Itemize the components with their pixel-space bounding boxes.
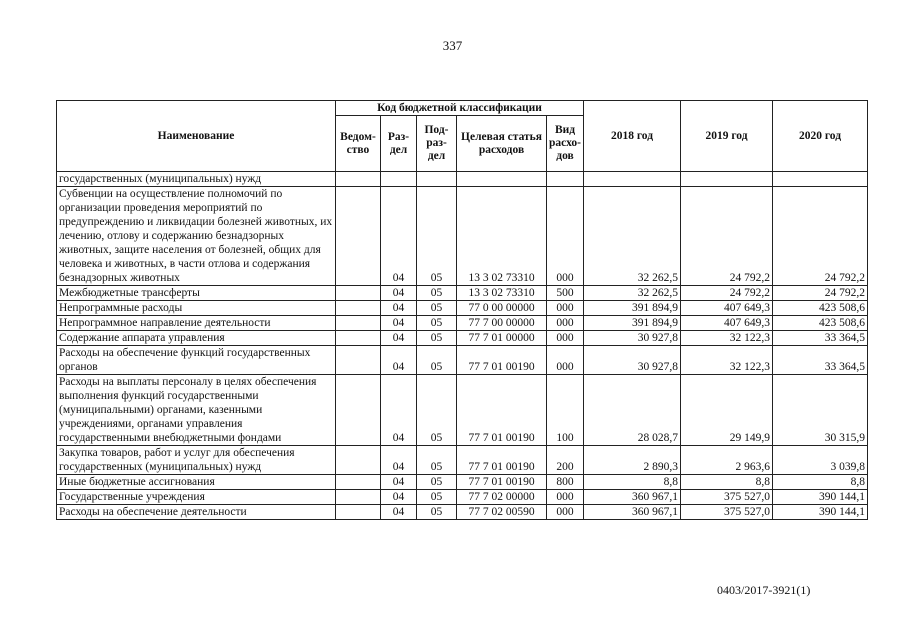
row-2018: 2 890,3 (584, 446, 681, 475)
row-podrazdel (417, 172, 457, 187)
row-2020: 24 792,2 (773, 187, 868, 286)
document-code: 0403/2017-3921(1) (717, 583, 811, 597)
row-2020: 390 144,1 (773, 490, 868, 505)
header-razdel: Раз-дел (381, 116, 417, 172)
row-2020: 33 364,5 (773, 331, 868, 346)
row-name: Непрограммные расходы (57, 301, 336, 316)
row-podrazdel: 05 (417, 375, 457, 446)
row-razdel: 04 (381, 187, 417, 286)
table-row (57, 331, 868, 346)
row-2018: 360 967,1 (584, 505, 681, 520)
row-vid: 800 (547, 475, 584, 490)
row-2019: 2 963,6 (681, 446, 773, 475)
table-row (57, 346, 868, 375)
row-vid: 000 (547, 346, 584, 375)
row-2020: 423 508,6 (773, 316, 868, 331)
header-2018: 2018 год (584, 101, 681, 172)
row-vid: 000 (547, 505, 584, 520)
row-vid: 000 (547, 316, 584, 331)
table-row (57, 505, 868, 520)
table-row (57, 475, 868, 490)
row-razdel: 04 (381, 375, 417, 446)
row-name: государственных (муниципальных) нужд (57, 172, 336, 187)
row-razdel: 04 (381, 490, 417, 505)
row-podrazdel: 05 (417, 301, 457, 316)
row-2019: 24 792,2 (681, 187, 773, 286)
header-2020: 2020 год (773, 101, 868, 172)
row-2018: 32 262,5 (584, 187, 681, 286)
header-vedomstvo: Ведом-ство (336, 116, 381, 172)
row-target: 77 7 02 00590 (457, 505, 547, 520)
row-vid: 100 (547, 375, 584, 446)
row-razdel: 04 (381, 505, 417, 520)
row-2018: 30 927,8 (584, 346, 681, 375)
row-vid (547, 172, 584, 187)
table-row (57, 301, 868, 316)
row-vedomstvo (336, 286, 381, 301)
row-podrazdel: 05 (417, 187, 457, 286)
row-vedomstvo (336, 316, 381, 331)
row-target: 77 7 01 00190 (457, 475, 547, 490)
budget-table (56, 100, 868, 520)
header-vid: Вид расхо-дов (547, 116, 584, 172)
row-2019: 407 649,3 (681, 316, 773, 331)
row-2019: 407 649,3 (681, 301, 773, 316)
row-target: 77 7 01 00190 (457, 446, 547, 475)
row-2019: 32 122,3 (681, 346, 773, 375)
row-podrazdel: 05 (417, 446, 457, 475)
row-vedomstvo (336, 375, 381, 446)
row-name: Содержание аппарата управления (57, 331, 336, 346)
row-2019 (681, 172, 773, 187)
header-classification-group: Код бюджетной классификации (336, 101, 584, 116)
row-razdel: 04 (381, 331, 417, 346)
row-target: 77 7 01 00190 (457, 346, 547, 375)
row-podrazdel: 05 (417, 346, 457, 375)
row-razdel: 04 (381, 316, 417, 331)
row-vedomstvo (336, 446, 381, 475)
row-2020: 24 792,2 (773, 286, 868, 301)
table-row (57, 187, 868, 286)
row-2018: 32 262,5 (584, 286, 681, 301)
table-row (57, 490, 868, 505)
row-2018 (584, 172, 681, 187)
row-vedomstvo (336, 187, 381, 286)
row-2020: 30 315,9 (773, 375, 868, 446)
row-2018: 360 967,1 (584, 490, 681, 505)
table-row (57, 172, 868, 187)
row-vid: 200 (547, 446, 584, 475)
row-podrazdel: 05 (417, 505, 457, 520)
row-name: Субвенции на осуществление полномочий по организации проведения мероприятий по предупреждению и ликвидации болезней животных, их лечению, отлову и содержанию безнадзорных животных, защите населения от болезней, общих для человека и животных, в части отлова и содержания безнадзорных животных (57, 187, 336, 286)
row-name: Расходы на выплаты персоналу в целях обеспечения выполнения функций государственными (муниципальными) органами, казенными учреждениями, органами управления государственными внебюджетными фондами (57, 375, 336, 446)
row-podrazdel: 05 (417, 490, 457, 505)
row-target: 13 3 02 73310 (457, 286, 547, 301)
row-target: 77 7 01 00000 (457, 331, 547, 346)
row-2019: 32 122,3 (681, 331, 773, 346)
row-target: 77 7 01 00190 (457, 375, 547, 446)
row-target: 77 7 02 00000 (457, 490, 547, 505)
row-name: Расходы на обеспечение деятельности (57, 505, 336, 520)
row-razdel: 04 (381, 301, 417, 316)
row-razdel: 04 (381, 475, 417, 490)
header-podrazdel: Под-раз-дел (417, 116, 457, 172)
row-2020: 8,8 (773, 475, 868, 490)
table-row (57, 286, 868, 301)
row-2020: 33 364,5 (773, 346, 868, 375)
row-2019: 375 527,0 (681, 505, 773, 520)
row-razdel: 04 (381, 346, 417, 375)
row-podrazdel: 05 (417, 286, 457, 301)
row-vedomstvo (336, 475, 381, 490)
row-2020: 390 144,1 (773, 505, 868, 520)
row-podrazdel: 05 (417, 316, 457, 331)
row-2019: 375 527,0 (681, 490, 773, 505)
row-vedomstvo (336, 490, 381, 505)
row-vid: 000 (547, 187, 584, 286)
page-number: 337 (442, 38, 463, 53)
row-name: Межбюджетные трансферты (57, 286, 336, 301)
row-vid: 000 (547, 301, 584, 316)
header-name: Наименование (57, 101, 336, 172)
row-vid: 000 (547, 490, 584, 505)
row-podrazdel: 05 (417, 475, 457, 490)
row-2020: 3 039,8 (773, 446, 868, 475)
row-name: Закупка товаров, работ и услуг для обеспечения государственных (муниципальных) нужд (57, 446, 336, 475)
table-row (57, 316, 868, 331)
row-2020 (773, 172, 868, 187)
row-2018: 391 894,9 (584, 316, 681, 331)
row-2018: 30 927,8 (584, 331, 681, 346)
row-vedomstvo (336, 346, 381, 375)
row-name: Государственные учреждения (57, 490, 336, 505)
table-row (57, 446, 868, 475)
header-target: Целевая статья расходов (457, 116, 547, 172)
row-vid: 000 (547, 331, 584, 346)
table-row (57, 375, 868, 446)
row-2019: 8,8 (681, 475, 773, 490)
row-2018: 8,8 (584, 475, 681, 490)
row-podrazdel: 05 (417, 331, 457, 346)
row-vid: 500 (547, 286, 584, 301)
row-target: 77 7 00 00000 (457, 316, 547, 331)
row-vedomstvo (336, 505, 381, 520)
row-2020: 423 508,6 (773, 301, 868, 316)
row-razdel: 04 (381, 286, 417, 301)
row-name: Непрограммное направление деятельности (57, 316, 336, 331)
row-vedomstvo (336, 172, 381, 187)
row-vedomstvo (336, 331, 381, 346)
row-2019: 29 149,9 (681, 375, 773, 446)
row-target: 77 0 00 00000 (457, 301, 547, 316)
header-2019: 2019 год (681, 101, 773, 172)
row-name: Иные бюджетные ассигнования (57, 475, 336, 490)
row-2018: 391 894,9 (584, 301, 681, 316)
row-target (457, 172, 547, 187)
row-name: Расходы на обеспечение функций государственных органов (57, 346, 336, 375)
row-2018: 28 028,7 (584, 375, 681, 446)
row-razdel: 04 (381, 446, 417, 475)
row-razdel (381, 172, 417, 187)
row-target: 13 3 02 73310 (457, 187, 547, 286)
row-2019: 24 792,2 (681, 286, 773, 301)
row-vedomstvo (336, 301, 381, 316)
